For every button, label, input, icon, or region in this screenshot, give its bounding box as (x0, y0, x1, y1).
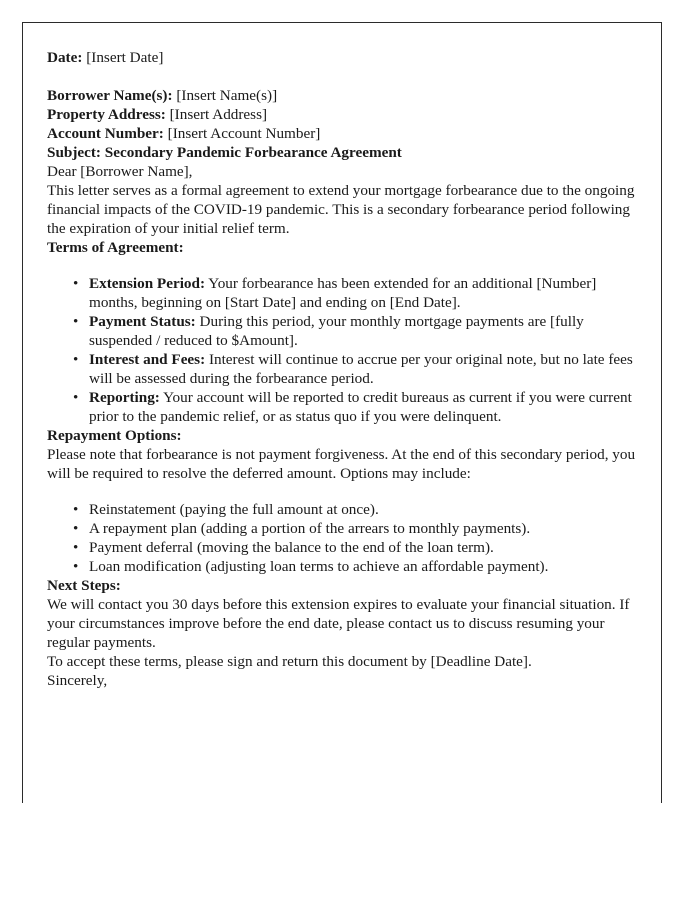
list-item: • Payment deferral (moving the balance to the end of the loan term). (47, 538, 645, 557)
list-item (47, 274, 645, 312)
account-number-value: [Insert Account Number] (167, 125, 321, 142)
subject-heading: Subject: Secondary Pandemic Forbearance Agreement (47, 144, 402, 161)
repayment-paragraph: Please note that forbearance is not payment forgiveness. At the end of this secondary period, you will be required to resolve the deferred amount. Options may include: (47, 446, 636, 482)
term-text: During this period, your monthly mortgage payments are [fully suspended / reduced to $Amount]. (89, 313, 584, 349)
term-label: Payment Status: (89, 313, 196, 330)
salutation: Dear [Borrower Name], (47, 163, 193, 180)
list-item: • Loan modification (adjusting loan terms to achieve an affordable payment). (47, 557, 645, 576)
date-block (47, 48, 645, 67)
repayment-options-list (47, 500, 645, 576)
borrower-name-label: Borrower Name(s): (47, 87, 173, 104)
party-info-block (47, 86, 645, 143)
document-page (22, 22, 662, 803)
term-label: Extension Period: (89, 275, 206, 292)
date-label: Date: (47, 49, 83, 66)
repayment-options-heading: Repayment Options: (47, 427, 182, 444)
property-address-value: [Insert Address] (169, 106, 268, 123)
list-item (47, 350, 645, 388)
next-steps-paragraph: We will contact you 30 days before this extension expires to evaluate your financial situation. If your circumstances improve before the end date, please contact us to discuss resuming your regular payments. (47, 596, 630, 651)
document-body (47, 48, 645, 690)
date-line (47, 48, 645, 67)
term-text: Your forbearance has been extended for an additional [Number] months, beginning on [Start Date] and ending on [End Date]. (89, 275, 597, 311)
list-item (47, 312, 645, 350)
term-text: Interest will continue to accrue per your original note, but no late fees will be assessed during the forbearance period. (89, 351, 633, 387)
date-value: [Insert Date] (86, 49, 164, 66)
property-address-line (47, 105, 645, 124)
borrower-name-line (47, 86, 645, 105)
term-label: Interest and Fees: (89, 351, 206, 368)
term-label: Reporting: (89, 389, 160, 406)
list-item: • A repayment plan (adding a portion of the arrears to monthly payments). (47, 519, 645, 538)
borrower-name-value: [Insert Name(s)] (176, 87, 278, 104)
intro-paragraph: This letter serves as a formal agreement to extend your mortgage forbearance due to the ongoing financial impacts of the COVID-19 pandemic. This is a secondary forbearance period following the expiration of your initial relief term. (47, 182, 635, 237)
list-item (47, 388, 645, 426)
next-steps-heading: Next Steps: (47, 577, 121, 594)
terms-list (47, 274, 645, 426)
account-number-line (47, 124, 645, 143)
property-address-label: Property Address: (47, 106, 166, 123)
list-item: • Reinstatement (paying the full amount at once). (47, 500, 645, 519)
term-text: Your account will be reported to credit bureaus as current if you were current prior to the pandemic relief, or as status quo if you were delinquent. (89, 389, 632, 425)
acceptance-paragraph: To accept these terms, please sign and return this document by [Deadline Date]. (47, 653, 532, 670)
account-number-label: Account Number: (47, 125, 164, 142)
terms-heading: Terms of Agreement: (47, 239, 184, 256)
signoff: Sincerely, (47, 672, 108, 689)
